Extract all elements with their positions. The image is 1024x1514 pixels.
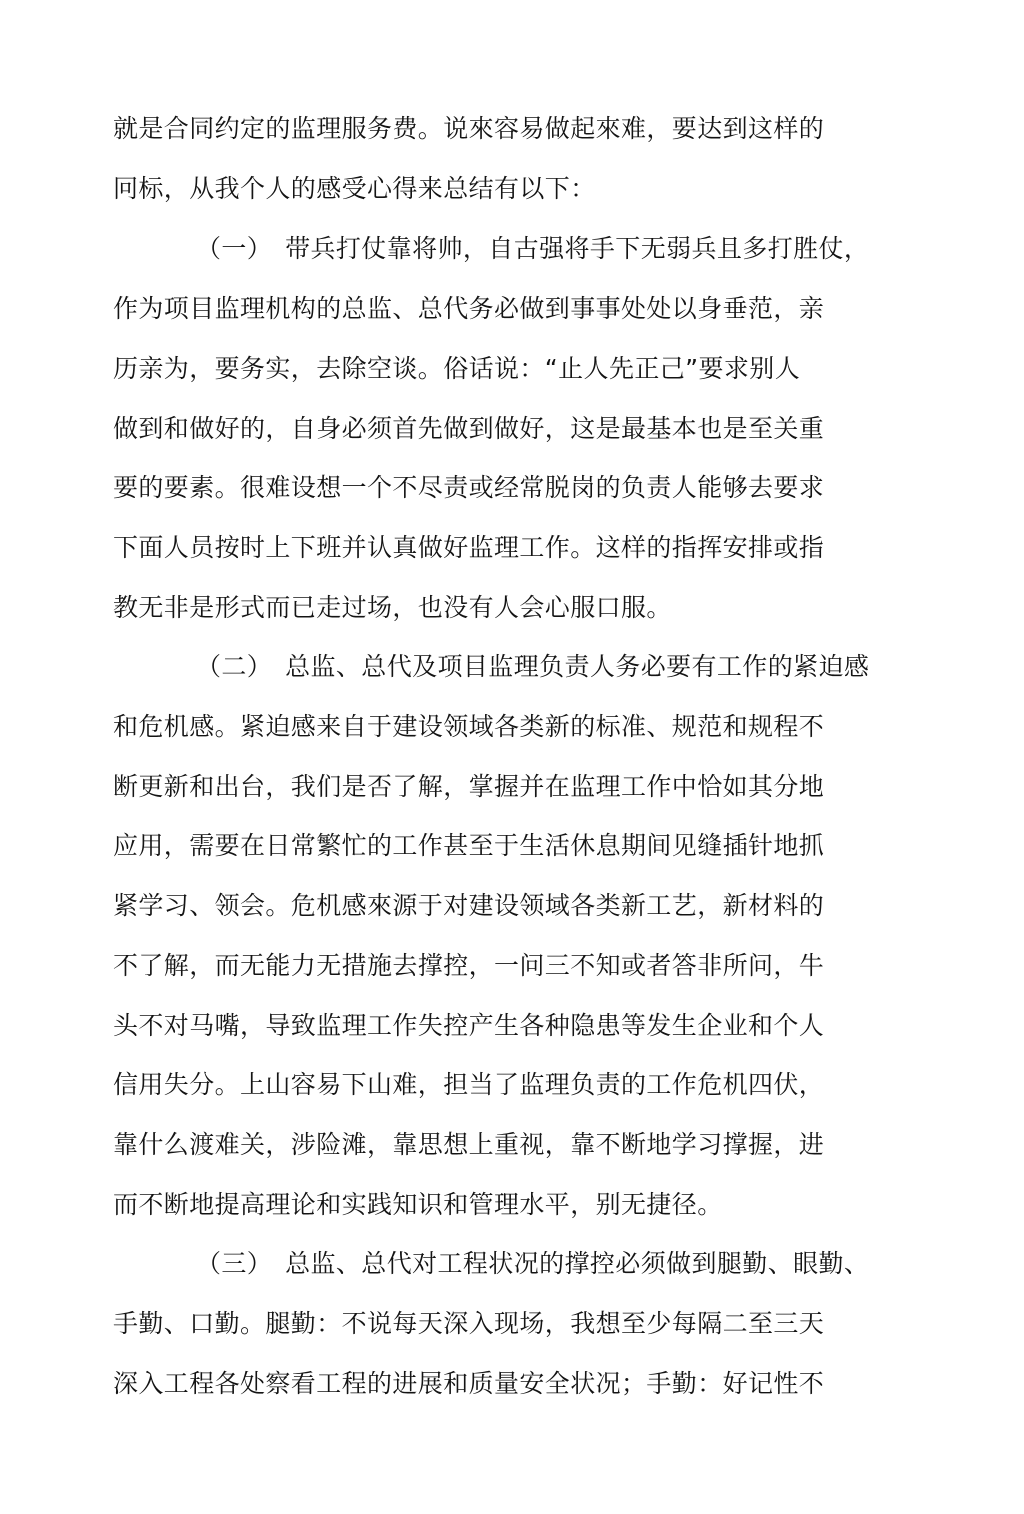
text-line: 手勤、口勤。腿勤：不说每天深入现场，我想至少每隔二至三天: [113, 1309, 825, 1338]
section-heading-1: （一） 带兵打仗靠将帅，自古强将手下无弱兵且多打胜仗，: [196, 234, 870, 263]
text-line: 作为项目监理机构的总监、总代务必做到事事处处以身垂范，亲: [113, 294, 825, 323]
text-line: 就是合同约定的监理服务费。说來容易做起來难，要达到这样的: [113, 114, 825, 143]
section-heading-2: （二） 总监、总代及项目监理负责人务必要有工作的紧迫感: [196, 652, 870, 681]
text-line: 和危机感。紧迫感来自于建设领域各类新的标准、规范和规程不: [113, 712, 825, 741]
text-line: 冋标，从我个人的感受心得来总结有以下：: [113, 174, 596, 203]
text-line: 不了解，而无能力无措施去撑控，一问三不知或者答非所问，牛: [113, 951, 825, 980]
text-line: 要的要素。很难设想一个不尽责或经常脱岗的负责人能够去要求: [113, 473, 825, 502]
text-line: 紧学习、领会。危机感來源于对建设领域各类新工艺，新材料的: [113, 891, 825, 920]
text-line: 做到和做好的，自身必须首先做到做好，这是最基本也是至关重: [113, 414, 825, 443]
text-line: 头不对马嘴，导致监理工作失控产生各种隐患等发生企业和个人: [113, 1011, 825, 1040]
text-line: 而不断地提高理论和实践知识和管理水平，别无捷径。: [113, 1190, 723, 1219]
text-line: 信用失分。上山容易下山难，担当了监理负责的工作危机四伏，: [113, 1070, 825, 1099]
section-heading-3: （三） 总监、总代对工程状况的撑控必须做到腿勤、眼勤、: [196, 1249, 870, 1278]
text-line: 靠什么渡难关，涉险滩，靠思想上重视，靠不断地学习撑握，进: [113, 1130, 825, 1159]
text-line: 下面人员按时上下班并认真做好监理工作。这样的指挥安排或指: [113, 533, 825, 562]
text-line: 深入工程各处察看工程的进展和质量安全状况；手勤：好记性不: [113, 1369, 825, 1398]
text-line: 历亲为，要务实，去除空谈。俗话说：“止人先正己”要求别人: [113, 354, 801, 383]
text-line: 教无非是形式而已走过场，也没有人会心服口服。: [113, 593, 672, 622]
text-line: 断更新和出台，我们是否了解，掌握并在监理工作中恰如其分地: [113, 772, 825, 801]
text-line: 应用，需要在日常繁忙的工作甚至于生活休息期间见缝插针地抓: [113, 831, 825, 860]
